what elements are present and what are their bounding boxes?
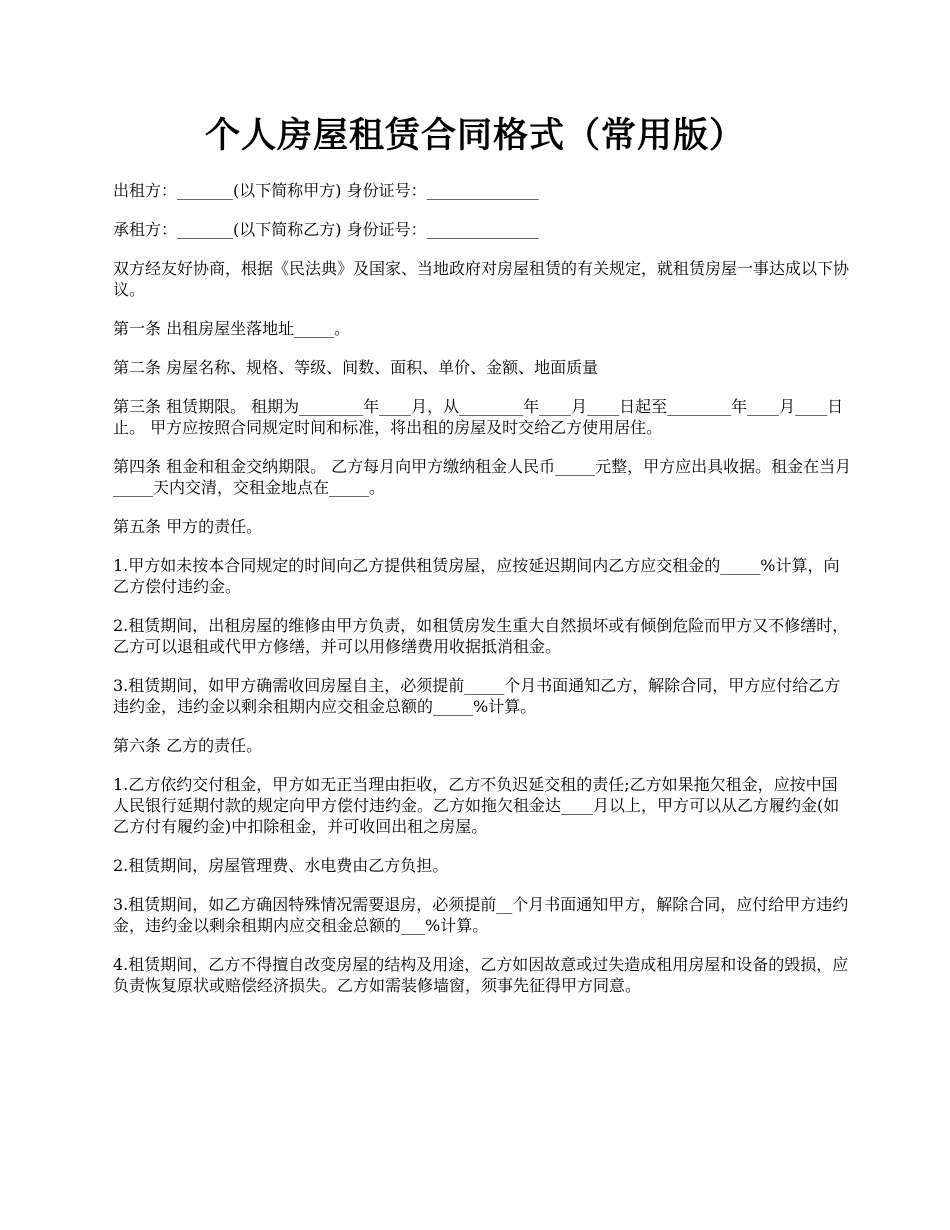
paragraph-article-6-item-1: 1.乙方依约交付租金，甲方如无正当理由拒收，乙方不负迟延交租的责任;乙方如果拖欠租金，应按中国人民银行延期付款的规定向甲方偿付违约金。乙方如拖欠租金达____月以上，甲方可以从乙方履约金(如乙方付有履约金)中扣除租金，并可收回出租之房屋。 (113, 775, 840, 836)
document-body (113, 180, 853, 1014)
paragraph-article-6-item-3: 3.租赁期间，如乙方确因特殊情况需要退房，必须提前__个月书面通知甲方，解除合同，应付给甲方违约金，违约金以剩余租期内应交租金总额的___%计算。 (113, 895, 849, 935)
paragraph-preamble: 双方经友好协商，根据《民法典》及国家、当地政府对房屋租赁的有关规定，就租赁房屋一事达成以下协议。 (113, 259, 850, 299)
paragraph-article-5-heading: 第五条 甲方的责任。 (113, 517, 263, 536)
paragraph-article-3: 第三条 租赁期限。 租期为________年____月，从________年____月____日起至________年____月____日止。 甲方应按照合同规定时间和标准，将出租的房屋及时交给乙方使用居住。 (113, 397, 844, 437)
paragraph-article-6-item-4: 4.租赁期间，乙方不得擅自改变房屋的结构及用途，乙方如因故意或过失造成租用房屋和设备的毁损，应负责恢复原状或赔偿经济损失。乙方如需装修墙窗，须事先征得甲方同意。 (113, 955, 849, 995)
paragraph-lessor: 出租方：_______(以下简称甲方) 身份证号：______________ (113, 181, 539, 200)
paragraph-article-5-item-1: 1.甲方如未按本合同规定的时间向乙方提供租赁房屋，应按延迟期间内乙方应交租金的_____%计算，向乙方偿付违约金。 (113, 556, 840, 596)
paragraph-article-1: 第一条 出租房屋坐落地址_____。 (113, 319, 351, 338)
paragraph-article-4: 第四条 租金和租金交纳期限。 乙方每月向甲方缴纳租金人民币_____元整，甲方应出具收据。租金在当月_____天内交清，交租金地点在_____。 (113, 457, 852, 497)
paragraph-lessee: 承租方：_______(以下简称乙方) 身份证号：______________ (113, 220, 539, 239)
paragraph-article-6-heading: 第六条 乙方的责任。 (113, 736, 263, 755)
paragraph-article-6-item-2: 2.租赁期间，房屋管理费、水电费由乙方负担。 (113, 856, 449, 875)
paragraph-article-5-item-3: 3.租赁期间，如甲方确需收回房屋自主，必须提前_____个月书面通知乙方，解除合同，甲方应付给乙方违约金，违约金以剩余租期内应交租金总额的_____%计算。 (113, 676, 841, 716)
paragraph-article-2: 第二条 房屋名称、规格、等级、间数、面积、单价、金额、地面质量 (113, 358, 599, 377)
document-title: 个人房屋租赁合同格式（常用版） (204, 115, 745, 156)
paragraph-article-5-item-2: 2.租赁期间，出租房屋的维修由甲方负责，如租赁房发生重大自然损坏或有倾倒危险而甲方又不修缮时，乙方可以退租或代甲方修缮，并可以用修缮费用收据抵消租金。 (113, 616, 849, 656)
